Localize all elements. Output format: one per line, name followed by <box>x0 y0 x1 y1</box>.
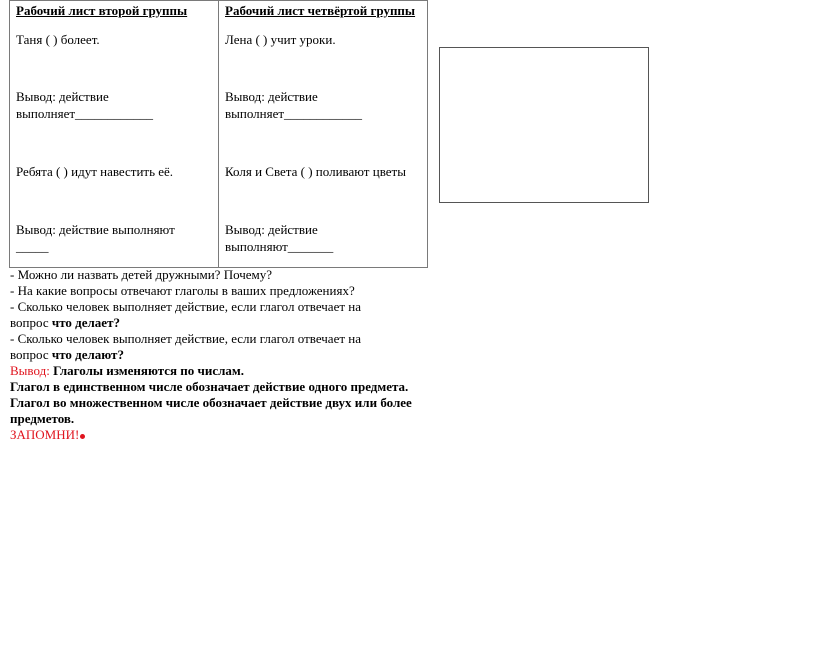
right-header: Рабочий лист четвёртой группы <box>225 3 416 18</box>
left-conclusion-2b: _____ <box>16 239 49 254</box>
question-4-prefix: вопрос <box>10 347 52 362</box>
left-header: Рабочий лист второй группы <box>16 3 188 18</box>
question-3-prefix: вопрос <box>10 315 52 330</box>
right-conclusion-1a: Вывод: действие <box>225 89 318 104</box>
left-conclusion-1a: Вывод: действие <box>16 89 109 104</box>
worksheet-table <box>9 0 428 268</box>
right-conclusion-1b: выполняет____________ <box>225 106 363 121</box>
question-3-bold: что делает? <box>51 315 120 330</box>
right-conclusion-2a: Вывод: действие <box>225 222 318 237</box>
conclusion-line-4: предметов. <box>10 411 75 426</box>
right-conclusion-2b: выполняют_______ <box>225 239 334 254</box>
left-sentence-2: Ребята ( ) идут навестить её. <box>16 164 174 179</box>
conclusion-line-2: Глагол в единственном числе обозначает действие одного предмета. <box>10 379 409 394</box>
right-sentence-2: Коля и Света ( ) поливают цветы <box>225 164 406 179</box>
question-4-line-1: - Сколько человек выполняет действие, если глагол отвечает на <box>10 331 362 346</box>
conclusion-text-1: Глаголы изменяются по числам. <box>49 363 245 378</box>
question-4-line-2 <box>10 347 430 363</box>
question-4-bold: что делают? <box>51 347 124 362</box>
left-conclusion-2a: Вывод: действие выполняют <box>16 222 175 237</box>
conclusion-line-3: Глагол во множественном числе обозначает действие двух или более <box>10 395 412 410</box>
conclusion-line-1 <box>10 363 430 379</box>
left-sentence-1: Таня ( ) болеет. <box>16 32 100 47</box>
conclusion-label: Вывод: <box>10 363 50 378</box>
question-1: - Можно ли назвать детей дружными? Почему? <box>10 267 273 282</box>
worksheet-left-cell <box>10 1 219 268</box>
remember-label: ЗАПОМНИ! <box>10 427 80 442</box>
remember-line <box>10 427 430 443</box>
worksheet-right-cell <box>219 1 428 268</box>
left-conclusion-1b: выполняет____________ <box>16 106 154 121</box>
question-3-line-1: - Сколько человек выполняет действие, если глагол отвечает на <box>10 299 362 314</box>
red-dot-icon <box>80 434 85 439</box>
questions-block <box>10 267 430 443</box>
question-2: - На какие вопросы отвечают глаголы в ваших предложениях? <box>10 283 355 298</box>
empty-image-frame <box>439 47 649 203</box>
right-sentence-1: Лена ( ) учит уроки. <box>225 32 336 47</box>
question-3-line-2 <box>10 315 430 331</box>
